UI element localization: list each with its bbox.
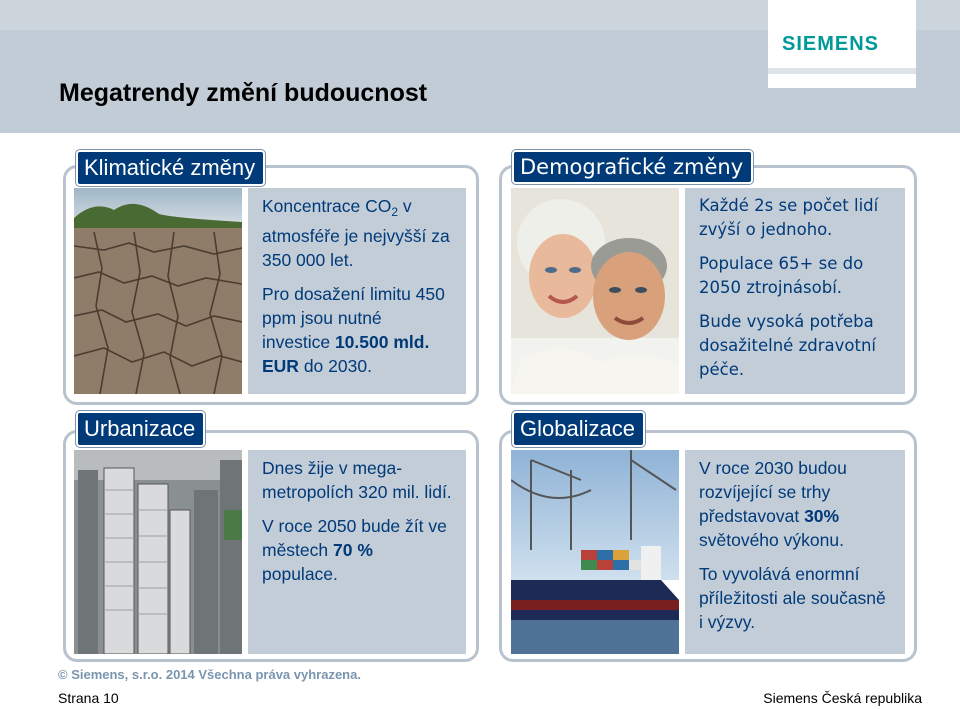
logo-box [768,0,916,88]
label-climate: Klimatické změny [76,150,265,186]
copyright: © Siemens, s.r.o. 2014 Všechna práva vyhrazena. [58,667,361,682]
demographic-text [685,188,905,394]
globalization-photo [511,450,679,654]
climate-paragraph-2: Pro dosažení limitu 450 ppm jsou nutné investice 10.500 mld. EUR do 2030. [262,284,445,376]
urbanization-text [248,450,466,654]
demographic-photo [511,188,679,394]
urbanization-paragraph-2: V roce 2050 bude žít ve městech 70 % populace. [262,516,447,584]
climate-text [248,188,466,394]
urbanization-photo [74,450,242,654]
label-urbanization: Urbanizace [76,411,205,447]
demographic-paragraph-1: Každé 2s se počet lidí zvýší o jednoho. [699,196,879,239]
globalization-text [685,450,905,654]
page-number: Strana 10 [58,690,119,706]
company-name: Siemens Česká republika [763,690,922,706]
globalization-paragraph-1: V roce 2030 budou rozvíjející se trhy představovat 30% světového výkonu. [699,458,847,550]
demographic-paragraph-3: Bude vysoká potřeba dosažitelné zdravotní péče. [699,312,876,379]
urbanization-paragraph-1: Dnes žije v mega-metropolích 320 mil. lidí. [262,458,452,502]
demographic-paragraph-2: Populace 65+ se do 2050 ztrojnásobí. [699,254,864,297]
climate-photo [74,188,242,394]
globalization-paragraph-2: To vyvolává enormní příležitosti ale současně i výzvy. [699,564,886,632]
siemens-logo: SIEMENS [782,33,880,55]
label-demographic: Demografické změny [512,150,753,184]
page-title: Megatrendy změní budoucnost [59,79,428,107]
climate-paragraph-1: Koncentrace $CO_2$ v atmosféře je nejvyšší za 350 000 let. [262,196,450,270]
label-globalization: Globalizace [512,411,645,447]
logo-underline [768,68,916,74]
